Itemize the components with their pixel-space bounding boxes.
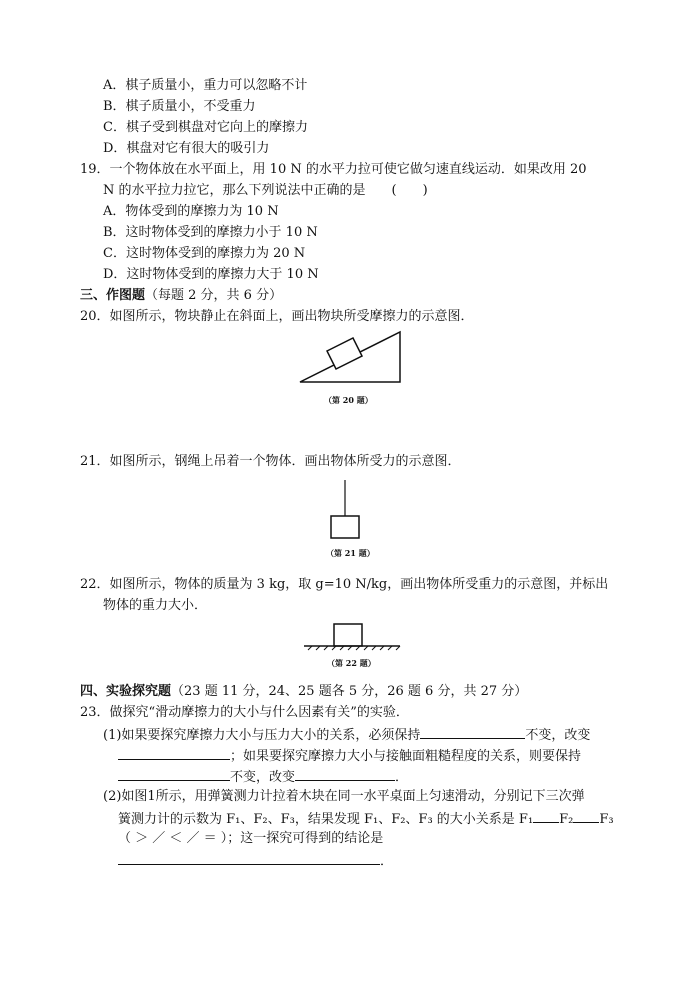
q22-stem-line2: 物体的重力大小．: [103, 598, 208, 613]
q23-part2-f2: F₂: [559, 812, 574, 827]
answer-blank-7[interactable]: [118, 851, 380, 865]
q23-part2-f3: F₃: [599, 812, 614, 827]
q19-option-c: C．这时物体受到的摩擦力为 20 N: [103, 246, 306, 261]
q19-stem-line2: N 的水平拉力拉它，那么下列说法中正确的是 ( ): [103, 183, 428, 198]
q23-part1-text-b: 不变，改变: [525, 728, 591, 743]
section3-heading: [80, 287, 282, 305]
section3-title: 三、作图题: [80, 288, 146, 303]
q23-intro: 23．做探究“滑动摩擦力的大小与什么因素有关”的实验．: [80, 705, 409, 720]
q23-part1-text-c: ；如果要探究摩擦力大小与接触面粗糙程度的关系，则要保持: [230, 749, 582, 764]
section3-note: （每题 2 分，共 6 分）: [145, 288, 283, 303]
q21-text: 21．如图所示，钢绳上吊着一个物体．画出物体所受力的示意图．: [80, 454, 461, 469]
q23-part1-line2: [118, 746, 581, 766]
q23-part1-line1: [103, 725, 590, 745]
block-on-incline: [327, 338, 362, 369]
q23-part2-end: ．: [380, 854, 394, 869]
q20-caption: （第 20 题）: [324, 395, 373, 405]
q19-option-d: D．这时物体受到的摩擦力大于 10 N: [103, 267, 319, 282]
q19-stem-line1: 19．一个物体放在水平面上，用 10 N 的水平力拉可使它做匀速直线运动．如果改用 20: [80, 162, 587, 177]
q22-ground-figure: [302, 620, 402, 652]
q23-part2-text-b: 簧测力计的示数为 F₁、F₂、F₃，结果发现 F₁、F₂、F₃ 的大小关系是 F₁: [118, 812, 534, 827]
q23-part2-line4: [118, 851, 393, 871]
q23-part2-line3: （ ＞ ／ ＜ ／ ＝ ）；这一探究可得到的结论是: [118, 831, 384, 846]
section4-note: （23 题 11 分，24、25 题各 5 分，26 题 6 分，共 27 分）: [171, 684, 528, 699]
answer-blank-4[interactable]: [295, 767, 395, 781]
section4-heading: [80, 683, 527, 701]
block-on-ground: [334, 624, 362, 646]
q22-caption: （第 22 题）: [327, 658, 376, 668]
q21-caption: （第 21 题）: [326, 548, 375, 558]
answer-blank-1[interactable]: [420, 725, 525, 739]
q23-part2-line2: [118, 809, 614, 829]
q18-option-d: D．棋盘对它有很大的吸引力: [103, 141, 270, 156]
q23-part1-text-a: (1)如果要探究摩擦力大小与压力大小的关系，必须保持: [103, 728, 421, 743]
q18-option-c: C．棋子受到棋盘对它向上的摩擦力: [103, 120, 308, 135]
q18-option-b: B．棋子质量小，不受重力: [103, 99, 256, 114]
hanging-block: [331, 516, 359, 538]
section4-title: 四、实验探究题: [80, 684, 172, 699]
q23-part1-line3: [118, 767, 408, 787]
q23-part1-text-e: ．: [395, 770, 409, 785]
q19-option-b: B．这时物体受到的摩擦力小于 10 N: [103, 225, 318, 240]
answer-blank-3[interactable]: [118, 767, 230, 781]
answer-blank-5[interactable]: [533, 809, 559, 823]
q19-option-a: A．物体受到的摩擦力为 10 N: [103, 204, 279, 219]
answer-blank-6[interactable]: [573, 809, 599, 823]
q20-incline-figure: [290, 328, 410, 386]
q20-text: 20．如图所示，物块静止在斜面上，画出物块所受摩擦力的示意图．: [80, 309, 474, 324]
q22-stem-line1: 22．如图所示，物体的质量为 3 kg，取 g=10 N/kg，画出物体所受重力的示意图，并标出: [80, 577, 609, 592]
q21-hanging-figure: [325, 480, 365, 542]
q23-part1-text-d: 不变，改变: [230, 770, 296, 785]
q18-option-a: A．棋子质量小，重力可以忽略不计: [103, 78, 308, 93]
q23-part2-line1: (2)如图1所示，用弹簧测力计拉着木块在同一水平桌面上匀速滑动，分别记下三次弹: [103, 789, 585, 804]
answer-blank-2[interactable]: [118, 746, 230, 760]
